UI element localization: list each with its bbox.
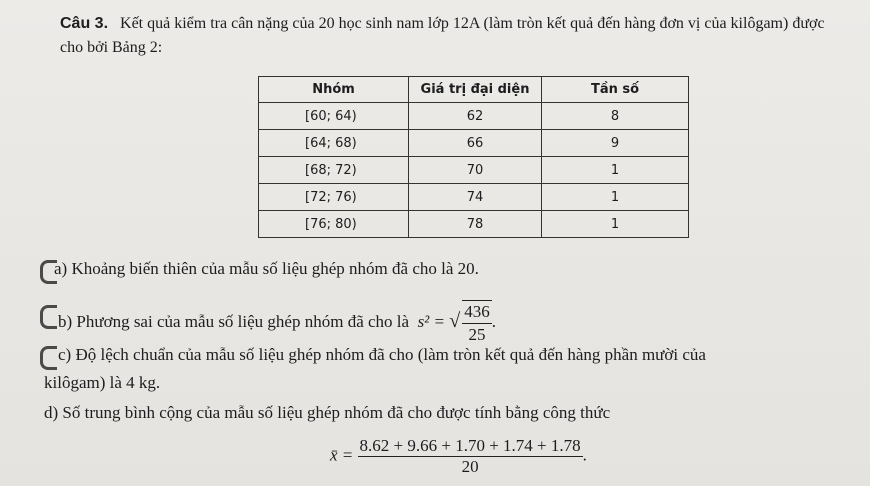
- cell-group: [76; 80): [259, 211, 409, 238]
- cell-frequency: 1: [542, 157, 689, 184]
- cell-frequency: 1: [542, 184, 689, 211]
- table-row: [259, 184, 689, 211]
- header-group: Nhóm: [259, 77, 409, 103]
- fraction-denominator: 25: [468, 325, 486, 344]
- statement-d: d) Số trung bình cộng của mẫu số liệu ghép nhóm đã cho được tính bằng công thức: [44, 403, 611, 422]
- cell-frequency: 9: [542, 130, 689, 157]
- sqrt-fraction: [462, 300, 492, 346]
- cell-frequency: 1: [542, 211, 689, 238]
- cell-value: 66: [409, 130, 542, 157]
- question-label: Câu 3.: [60, 15, 109, 32]
- cell-frequency: 8: [542, 103, 689, 130]
- statement-c-line1: c) Độ lệch chuẩn của mẫu số liệu ghép nhóm đã cho (làm tròn kết quả đến hàng phần mười của: [58, 345, 706, 364]
- cell-value: 78: [409, 211, 542, 238]
- mean-symbol: x̄ =: [330, 445, 354, 465]
- mean-numerator: 8.62 + 9.66 + 1.70 + 1.74 + 1.78: [359, 436, 581, 455]
- table-row: [259, 157, 689, 184]
- cell-group: [60; 64): [259, 103, 409, 130]
- statement-a: a) Khoảng biến thiên của mẫu số liệu ghép nhóm đã cho là 20.: [54, 259, 479, 278]
- cell-value: 70: [409, 157, 542, 184]
- cell-group: [72; 76): [259, 184, 409, 211]
- cell-value: 74: [409, 184, 542, 211]
- mean-denominator: 20: [461, 457, 479, 476]
- question-text: Kết quả kiểm tra cân nặng của 20 học sinh nam lớp 12A (làm tròn kết quả đến hàng đơn vị của kilôgam) được cho bởi Bảng 2:: [60, 15, 825, 56]
- question-statement: [60, 12, 850, 60]
- table-row: [259, 130, 689, 157]
- header-frequency: Tần số: [542, 77, 689, 103]
- handwritten-mark-b: [40, 305, 57, 329]
- fraction-numerator: 436: [462, 301, 492, 324]
- header-representative-value: Giá trị đại diện: [409, 77, 542, 103]
- mean-fraction: [358, 436, 583, 477]
- frequency-table: [258, 76, 689, 238]
- variance-symbol: s² =: [417, 311, 445, 331]
- mean-formula: x̄ = $\frac{8.62 + 9.66 + 1.70 + 1.74 + 1.78}{20}$ .: [330, 436, 587, 476]
- cell-value: 62: [409, 103, 542, 130]
- table-row: [259, 211, 689, 238]
- handwritten-mark-c: [40, 346, 57, 370]
- table-row: [259, 103, 689, 130]
- statement-c-line2: kilôgam) là 4 kg.: [44, 373, 161, 392]
- sqrt-sign: √: [449, 309, 461, 332]
- statement-b: b) Phương sai của mẫu số liệu ghép nhóm đã cho là s² = √ $\frac{436}{25}$ .: [58, 302, 496, 344]
- table-header-row: [259, 77, 689, 103]
- statement-b-text: b) Phương sai của mẫu số liệu ghép nhóm đã cho là: [58, 311, 410, 331]
- cell-group: [64; 68): [259, 130, 409, 157]
- cell-group: [68; 72): [259, 157, 409, 184]
